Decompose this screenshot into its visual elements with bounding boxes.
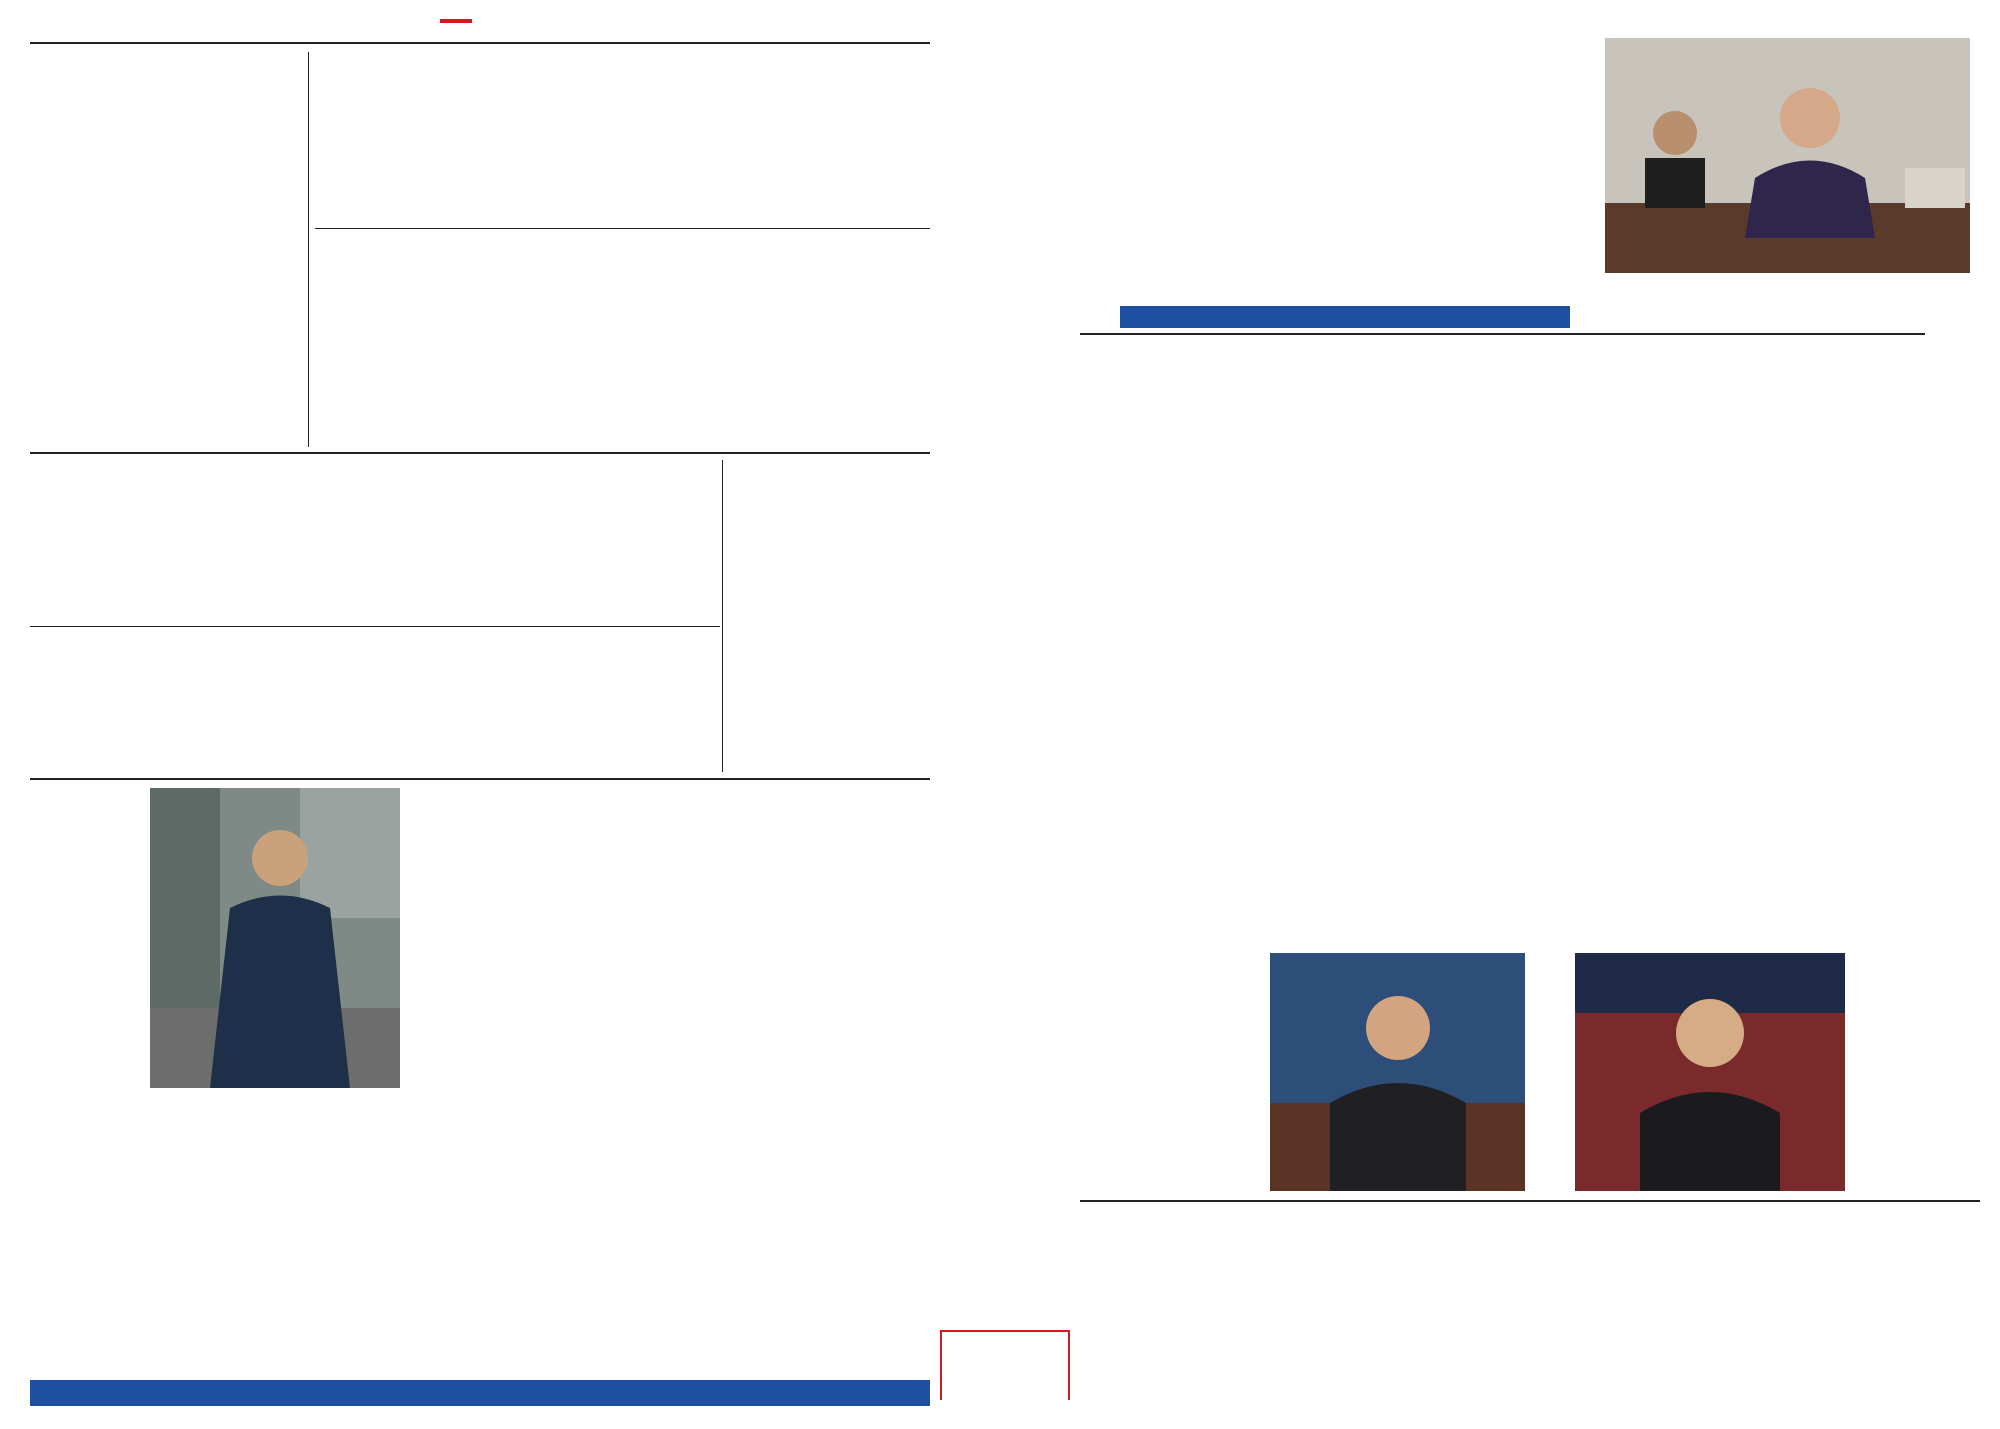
portrait-illustration — [150, 788, 400, 1088]
congratulation-headline — [946, 60, 1064, 940]
story-7-body-3 — [665, 788, 930, 1368]
portrait-photo — [150, 788, 400, 1088]
divider — [30, 626, 720, 627]
story-7-sub-b — [405, 1188, 660, 1204]
story-6-body — [30, 632, 720, 772]
right-page — [1080, 8, 1980, 1408]
masthead-dateline — [1120, 306, 1570, 328]
story-1-title — [32, 52, 90, 382]
header-rule — [30, 42, 930, 44]
story-5-title — [876, 460, 926, 760]
divider — [30, 778, 930, 780]
main-body-2 — [1528, 338, 1923, 948]
divider — [1080, 333, 1925, 335]
divider — [722, 460, 723, 772]
bottom-body-2 — [1300, 1258, 1710, 1398]
page-header — [30, 18, 930, 40]
top-photo — [1605, 38, 1970, 273]
side-note — [1900, 508, 1924, 688]
main-subtitle — [1090, 388, 1520, 404]
speaker-illustration-2 — [1575, 953, 1845, 1191]
divider — [308, 52, 309, 447]
speaker-illustration-1 — [1270, 953, 1525, 1191]
story-7-title — [44, 798, 104, 1218]
promo-body — [940, 1020, 1070, 1320]
story-5-body — [726, 460, 876, 770]
promo-title — [940, 965, 1070, 1015]
bottom-title — [1300, 1213, 1710, 1253]
section-badge — [440, 19, 472, 23]
left-page — [30, 8, 930, 1408]
left-footer-bar — [30, 1380, 930, 1406]
main-body-3 — [1860, 948, 1970, 1198]
story-7-sub-a — [140, 1168, 400, 1184]
photo-cppcc — [1575, 953, 1845, 1191]
photo-chairman — [1270, 953, 1525, 1191]
story-7-body-2 — [405, 788, 660, 1368]
vertical-headline — [1928, 338, 1978, 788]
promo-box — [940, 1330, 1070, 1400]
bottom-body-3 — [1720, 1208, 1975, 1398]
masthead-pinyin — [1120, 218, 1520, 258]
story-3-body — [315, 234, 930, 446]
divider — [1080, 1200, 1980, 1202]
story-7-body-1 — [140, 1098, 400, 1368]
story-4-body — [30, 460, 720, 620]
top-photo-caption — [1605, 276, 1970, 304]
masthead-web-logo — [1440, 278, 1580, 298]
divider — [30, 452, 930, 454]
story-2-body — [315, 52, 930, 222]
promo-box-text — [942, 1332, 1068, 1340]
story-7-sub-c — [665, 1026, 930, 1042]
divider — [315, 228, 930, 229]
masthead-sponsors — [1120, 278, 1420, 294]
center-strip — [940, 60, 1070, 1400]
conference-illustration — [1605, 38, 1970, 273]
main-title — [1090, 343, 1520, 383]
main-body-1 — [1090, 408, 1520, 948]
story-7-subtitle — [110, 878, 138, 1128]
bottom-body-1 — [1090, 1208, 1290, 1398]
masthead-title — [1120, 68, 1520, 178]
story-1-body — [92, 52, 302, 442]
